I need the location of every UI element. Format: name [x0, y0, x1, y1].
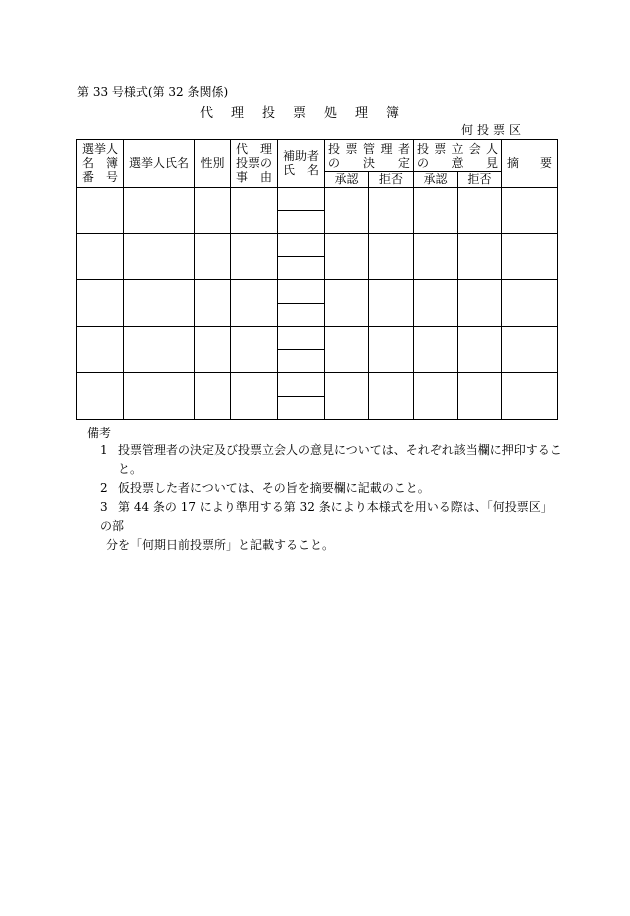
witness-reject-cell[interactable]	[458, 326, 502, 372]
note-text: 投票管理者の決定及び投票立会人の意見については、それぞれ該当欄に押印するこ	[118, 443, 562, 457]
header-manager-approve: 承認	[325, 172, 369, 187]
witness-reject-cell[interactable]	[458, 187, 502, 233]
proxy-reason-cell[interactable]	[231, 233, 278, 279]
manager-approve-cell[interactable]	[325, 280, 369, 326]
note-number: 2	[100, 481, 108, 495]
voter-name-cell[interactable]	[124, 373, 195, 420]
witness-approve-cell[interactable]	[414, 326, 458, 372]
table-row	[77, 373, 558, 396]
witness-approve-cell[interactable]	[414, 373, 458, 420]
header-gender: 性別	[195, 140, 231, 188]
voter-name-cell[interactable]	[124, 187, 195, 233]
polling-district-label: 何投票区	[461, 123, 526, 137]
witness-approve-cell[interactable]	[414, 187, 458, 233]
voter-name-cell[interactable]	[124, 233, 195, 279]
note-text: 仮投票した者については、その旨を摘要欄に記載のこと。	[118, 481, 430, 495]
gender-cell[interactable]	[195, 373, 231, 420]
assistant-name-cell[interactable]	[278, 233, 325, 256]
note-number: 3	[100, 500, 108, 514]
manager-reject-cell[interactable]	[369, 326, 414, 372]
table-row	[77, 280, 558, 303]
remarks-cell[interactable]	[502, 233, 558, 279]
manager-reject-cell[interactable]	[369, 373, 414, 420]
witness-reject-cell[interactable]	[458, 373, 502, 420]
header-remarks: 摘 要	[502, 140, 558, 188]
assistant-name-cell[interactable]	[278, 350, 325, 373]
table-row	[77, 326, 558, 349]
registry-number-cell[interactable]	[77, 280, 124, 326]
proxy-reason-cell[interactable]	[231, 326, 278, 372]
remarks-cell[interactable]	[502, 187, 558, 233]
registry-number-cell[interactable]	[77, 373, 124, 420]
table-header-row	[77, 140, 558, 172]
remarks-cell[interactable]	[502, 280, 558, 326]
assistant-name-cell[interactable]	[278, 210, 325, 233]
notes-heading: 備考	[87, 426, 112, 440]
note-text-continued: 分を「何期日前投票所」と記載すること。	[106, 538, 335, 552]
gender-cell[interactable]	[195, 280, 231, 326]
witness-approve-cell[interactable]	[414, 280, 458, 326]
manager-approve-cell[interactable]	[325, 326, 369, 372]
witness-approve-cell[interactable]	[414, 233, 458, 279]
manager-reject-cell[interactable]	[369, 187, 414, 233]
gender-cell[interactable]	[195, 233, 231, 279]
manager-reject-cell[interactable]	[369, 280, 414, 326]
note-item	[100, 479, 562, 498]
header-voter-name: 選挙人氏名	[124, 140, 195, 188]
proxy-voting-ledger-table	[76, 139, 557, 420]
header-registry-number: 選挙人 名 簿 番 号	[77, 140, 124, 188]
proxy-reason-cell[interactable]	[231, 373, 278, 420]
proxy-reason-cell[interactable]	[231, 280, 278, 326]
note-number: 1	[100, 443, 108, 457]
assistant-name-cell[interactable]	[278, 396, 325, 419]
assistant-name-cell[interactable]	[278, 326, 325, 349]
table-row	[77, 233, 558, 256]
form-number-label: 第 33 号様式(第 32 条関係)	[77, 85, 229, 99]
proxy-reason-cell[interactable]	[231, 187, 278, 233]
header-witness-approve: 承認	[414, 172, 458, 187]
table-row	[77, 187, 558, 210]
voter-name-cell[interactable]	[124, 326, 195, 372]
manager-approve-cell[interactable]	[325, 187, 369, 233]
gender-cell[interactable]	[195, 326, 231, 372]
registry-number-cell[interactable]	[77, 326, 124, 372]
manager-reject-cell[interactable]	[369, 233, 414, 279]
header-witness-opinion: 投 票 立 会 人 の 意 見	[414, 140, 502, 172]
voter-name-cell[interactable]	[124, 280, 195, 326]
header-witness-reject: 拒否	[458, 172, 502, 187]
header-assistant-name: 補助者 氏 名	[278, 140, 325, 188]
note-text-continued: と。	[118, 462, 143, 476]
witness-reject-cell[interactable]	[458, 280, 502, 326]
assistant-name-cell[interactable]	[278, 187, 325, 210]
header-manager-reject: 拒否	[369, 172, 414, 187]
witness-reject-cell[interactable]	[458, 233, 502, 279]
header-manager-decision: 投 票 管 理 者 の 決 定	[325, 140, 414, 172]
note-text: 第 44 条の 17 により準用する第 32 条により本様式を用いる際は、「何投票区」の部	[100, 500, 553, 533]
assistant-name-cell[interactable]	[278, 280, 325, 303]
assistant-name-cell[interactable]	[278, 257, 325, 280]
registry-number-cell[interactable]	[77, 233, 124, 279]
registry-number-cell[interactable]	[77, 187, 124, 233]
assistant-name-cell[interactable]	[278, 303, 325, 326]
document-title: 代理投票処理簿	[200, 106, 418, 121]
gender-cell[interactable]	[195, 187, 231, 233]
remarks-cell[interactable]	[502, 326, 558, 372]
header-proxy-reason: 代 理 投票の 事 由	[231, 140, 278, 188]
note-item	[100, 441, 562, 479]
note-item	[100, 498, 562, 555]
manager-approve-cell[interactable]	[325, 373, 369, 420]
assistant-name-cell[interactable]	[278, 373, 325, 396]
manager-approve-cell[interactable]	[325, 233, 369, 279]
remarks-cell[interactable]	[502, 373, 558, 420]
